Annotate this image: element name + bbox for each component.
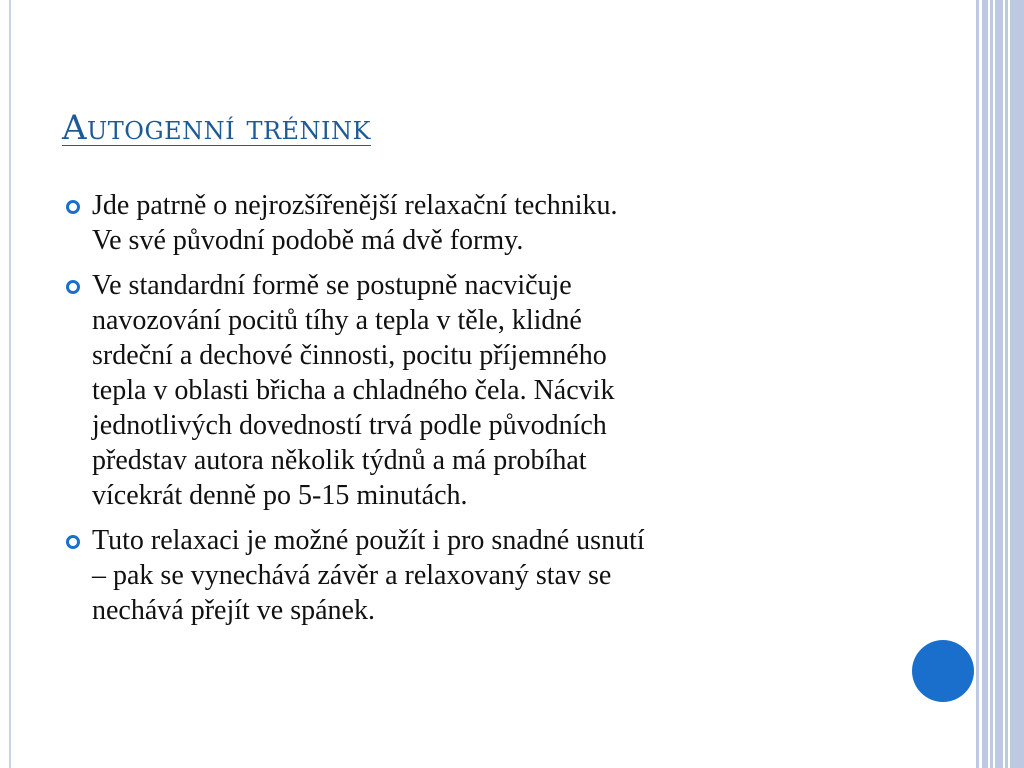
text-line: Jde patrně o nejrozšířenější relaxační techniku. [92, 190, 618, 221]
bullet-text [92, 523, 864, 628]
decorative-circle [912, 640, 974, 702]
text-line: – pak se vynechává závěr a relaxovaný stav se [92, 560, 612, 591]
decorative-stripe [976, 0, 979, 768]
left-frame-line [9, 0, 11, 768]
text-line: nechává přejít ve spánek. [92, 595, 375, 626]
decorative-stripe [990, 0, 993, 768]
slide-title: Autogenní trénink [62, 108, 371, 148]
text-line: vícekrát denně po 5-15 minutách. [92, 480, 468, 511]
bullet-text [92, 188, 864, 258]
text-line: Ve standardní formě se postupně nacvičuje [92, 270, 572, 301]
text-line: Ve své původní podobě má dvě formy. [92, 225, 524, 256]
text-line: představ autora několik týdnů a má probíhat [92, 445, 587, 476]
text-line: jednotlivých dovedností trvá podle původních [92, 410, 607, 441]
bullet-item [64, 268, 864, 513]
decorative-stripe [995, 0, 1003, 768]
decorative-stripe [1010, 0, 1024, 768]
bullet-ring-icon [66, 200, 80, 214]
text-line: tepla v oblasti břicha a chladného čela. Nácvik [92, 375, 615, 406]
decorative-stripe [1005, 0, 1008, 768]
bullet-ring-icon [66, 535, 80, 549]
bullet-text [92, 268, 864, 513]
bullet-item [64, 188, 864, 258]
decorative-stripe [982, 0, 988, 768]
bullet-list [64, 188, 864, 638]
bullet-item [64, 523, 864, 628]
text-line: srdeční a dechové činnosti, pocitu příjemného [92, 340, 607, 371]
text-line: navozování pocitů tíhy a tepla v těle, klidné [92, 305, 582, 336]
bullet-ring-icon [66, 280, 80, 294]
text-line: Tuto relaxaci je možné použít i pro snadné usnutí [92, 525, 645, 556]
